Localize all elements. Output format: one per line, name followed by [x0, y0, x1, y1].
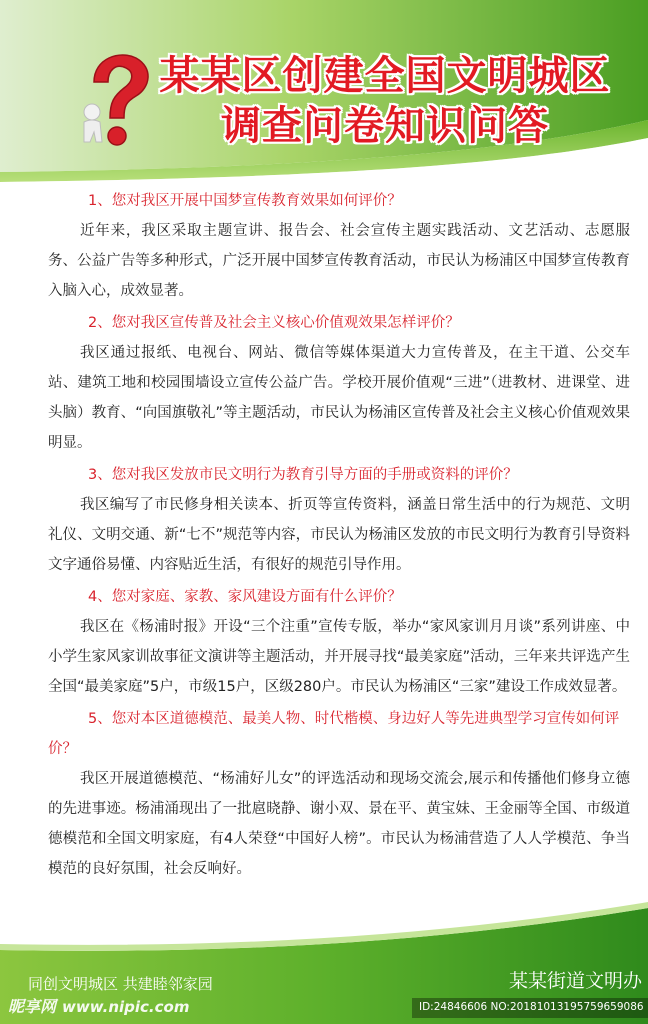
answer-3: 我区编写了市民修身相关读本、折页等宣传资料，涵盖日常生活中的行为规范、文明礼仪、文明交通、新“七不”规范等内容，市民认为杨浦区发放的市民文明行为教育引导资料文字通俗易懂、内容贴近生活，有很好的规范引导作用。 — [48, 497, 630, 573]
question-3: 3、您对我区发放市民文明行为教育引导方面的手册或资料的评价？ — [88, 467, 518, 483]
question-4: 4、您对家庭、家教、家风建设方面有什么评价？ — [88, 589, 402, 605]
footer-slogan: 同创文明城区 共建睦邻家园 — [28, 975, 213, 993]
answer-2: 我区通过报纸、电视台、网站、微信等媒体渠道大力宣传普及，在主干道、公交车站、建筑工地和校园围墙设立宣传公益广告。学校开展价值观“三进”（进教材、进课堂、进头脑）教育、“向国旗敬礼”等主题活动，市民认为杨浦区宣传普及社会主义核心价值观效果明显。 — [48, 345, 630, 451]
watermark-id-text: ID:24846606 NO:20181013195759659086 — [419, 1001, 644, 1013]
answer-5: 我区开展道德模范、“杨浦好儿女”的评选活动和现场交流会,展示和传播他们修身立德的先进事迹。杨浦涌现出了一批扈晓静、谢小双、景在平、黄宝妹、王金丽等全国、市级道德模范和全国文明家庭，有4人荣登“中国好人榜”。市民认为杨浦营造了人人学模范、争当模范的良好氛围，社会反响好。 — [48, 771, 630, 877]
question-5: 5、您对本区道德模范、最美人物、时代楷模、身边好人等先进典型学习宣传如何评价？ — [48, 711, 620, 757]
watermark-logo — [8, 994, 189, 1017]
page-title-line2: 调查问卷知识问答 — [221, 103, 549, 149]
answer-4: 我区在《杨浦时报》开设“三个注重”宣传专版，举办“家风家训月月谈”系列讲座、中小学生家风家训故事征文演讲等主题活动，并开展寻找“最美家庭”活动，三年来共评选产生全国“最美家庭”5户，市级15户，区级280户。市民认为杨浦区“三家”建设工作成效显著。 — [48, 619, 630, 695]
question-1: 1、您对我区开展中国梦宣传教育效果如何评价？ — [88, 193, 402, 209]
question-2: 2、您对我区宣传普及社会主义核心价值观效果怎样评价？ — [88, 315, 460, 331]
watermark-site-name: 昵享网 — [8, 997, 57, 1016]
footer-organization: 某某街道文明办 — [508, 970, 642, 992]
page-title-line1: 某某区创建全国文明城区 — [159, 53, 611, 99]
watermark-url: www.nipic.com — [62, 998, 190, 1016]
qa-list — [48, 186, 630, 886]
answer-1: 近年来，我区采取主题宣讲、报告会、社会宣传主题实践活动、文艺活动、志愿服务、公益广告等多种形式，广泛开展中国梦宣传教育活动，市民认为杨浦区中国梦宣传教育入脑入心，成效显著。 — [48, 223, 630, 299]
header-banner — [0, 0, 648, 185]
